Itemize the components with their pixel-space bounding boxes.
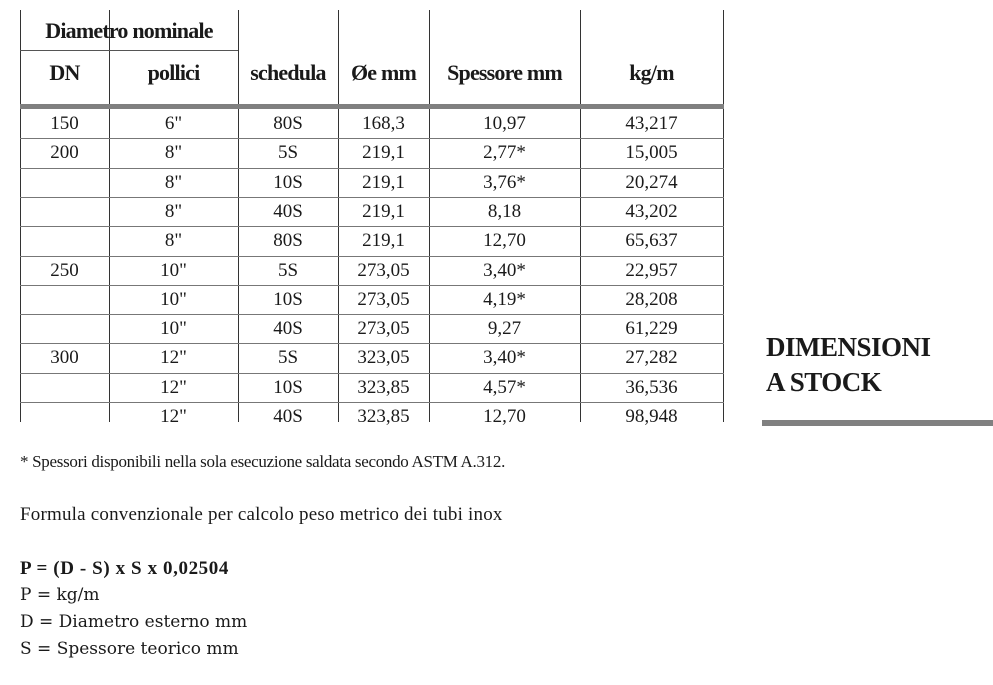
cell-oe-mm: 273,05 bbox=[357, 288, 410, 310]
cell-pollici: 10" bbox=[160, 259, 187, 281]
cell-schedula: 10S bbox=[273, 288, 303, 310]
cell-schedula: 5S bbox=[277, 347, 299, 369]
cell-kg-m: 43,202 bbox=[625, 200, 678, 222]
cell-spessore-mm: 3,40* bbox=[483, 259, 526, 281]
cell-spessore-mm: 10,97 bbox=[483, 113, 526, 134]
cell-spessore-mm: 3,40* bbox=[483, 347, 526, 369]
cell-kg-m: 65,637 bbox=[625, 230, 678, 252]
side-title-underline bbox=[762, 420, 993, 426]
cell-oe-mm: 219,1 bbox=[362, 142, 405, 164]
column-header-spessore-mm: Spessore mm bbox=[447, 60, 562, 85]
cell-spessore-mm: 4,19* bbox=[483, 288, 526, 310]
cell-spessore-mm: 8,18 bbox=[487, 200, 522, 222]
row-separator bbox=[20, 256, 724, 257]
cell-oe-mm: 168,3 bbox=[362, 113, 405, 134]
cell-spessore-mm: 2,77* bbox=[483, 142, 526, 164]
cell-schedula: 5S bbox=[277, 142, 299, 164]
cell-kg-m: 98,948 bbox=[625, 406, 678, 427]
cell-pollici: 6" bbox=[164, 113, 183, 134]
cell-schedula: 10S bbox=[273, 171, 303, 193]
cell-oe-mm: 273,05 bbox=[357, 318, 410, 340]
formula-intro: Formula convenzionale per calcolo peso metrico dei tubi inox bbox=[20, 504, 503, 525]
row-separator bbox=[20, 285, 724, 286]
formula-legend-d: D = Diametro esterno mm bbox=[20, 612, 248, 632]
cell-schedula: 80S bbox=[273, 230, 303, 252]
cell-dn: 250 bbox=[50, 259, 79, 281]
cell-schedula: 40S bbox=[273, 318, 303, 340]
formula-legend-p: P = kg/m bbox=[20, 585, 100, 605]
cell-pollici: 10" bbox=[160, 288, 187, 310]
cell-kg-m: 15,005 bbox=[625, 142, 678, 164]
cell-schedula: 80S bbox=[273, 113, 303, 134]
group-header-diametro-nominale: Diametro nominale bbox=[45, 18, 213, 43]
cell-kg-m: 22,957 bbox=[625, 259, 678, 281]
cell-oe-mm: 219,1 bbox=[362, 230, 405, 252]
cell-oe-mm: 219,1 bbox=[362, 171, 405, 193]
cell-spessore-mm: 3,76* bbox=[483, 171, 526, 193]
cell-pollici: 12" bbox=[160, 347, 187, 369]
column-header-pollici: pollici bbox=[147, 60, 200, 85]
formula-legend-s: S = Spessore teorico mm bbox=[20, 639, 239, 659]
cell-kg-m: 20,274 bbox=[625, 171, 678, 193]
cell-oe-mm: 273,05 bbox=[357, 259, 410, 281]
cell-spessore-mm: 4,57* bbox=[483, 376, 526, 398]
cell-kg-m: 36,536 bbox=[625, 376, 678, 398]
cell-pollici: 8" bbox=[164, 142, 183, 164]
row-separator bbox=[20, 226, 724, 227]
cell-pollici: 8" bbox=[164, 200, 183, 222]
cell-schedula: 5S bbox=[277, 259, 299, 281]
cell-kg-m: 43,217 bbox=[625, 113, 678, 134]
cell-kg-m: 27,282 bbox=[625, 347, 678, 369]
side-title-line2: A STOCK bbox=[766, 367, 882, 397]
cell-kg-m: 28,208 bbox=[625, 288, 678, 310]
row-separator bbox=[20, 343, 724, 344]
cell-pollici: 8" bbox=[164, 230, 183, 252]
side-title bbox=[766, 330, 931, 400]
pipe-dimensions-table bbox=[20, 10, 724, 427]
cell-dn: 200 bbox=[50, 142, 79, 164]
column-header-schedula: schedula bbox=[250, 60, 326, 85]
cell-dn: 150 bbox=[50, 113, 79, 134]
row-separator bbox=[20, 373, 724, 374]
row-separator bbox=[20, 314, 724, 315]
cell-pollici: 12" bbox=[160, 406, 187, 427]
cell-schedula: 40S bbox=[273, 200, 303, 222]
cell-spessore-mm: 12,70 bbox=[483, 406, 526, 427]
cell-oe-mm: 323,85 bbox=[357, 406, 410, 427]
cell-oe-mm: 323,85 bbox=[357, 376, 410, 398]
cell-schedula: 40S bbox=[273, 406, 303, 427]
cell-schedula: 10S bbox=[273, 376, 303, 398]
column-header-dn: DN bbox=[49, 60, 80, 85]
column-header-oe-mm: Øe mm bbox=[350, 60, 417, 85]
cell-kg-m: 61,229 bbox=[625, 318, 678, 340]
row-separator bbox=[20, 197, 724, 198]
cell-spessore-mm: 12,70 bbox=[483, 230, 526, 252]
cell-pollici: 12" bbox=[160, 376, 187, 398]
cell-oe-mm: 323,05 bbox=[357, 347, 410, 369]
row-separator bbox=[20, 138, 724, 139]
footnote: * Spessori disponibili nella sola esecuzione saldata secondo ASTM A.312. bbox=[20, 452, 506, 471]
row-separator bbox=[20, 168, 724, 169]
cell-pollici: 8" bbox=[164, 171, 183, 193]
cell-spessore-mm: 9,27 bbox=[487, 318, 522, 340]
cell-pollici: 10" bbox=[160, 318, 187, 340]
cell-dn: 300 bbox=[50, 347, 79, 369]
header-separator bbox=[20, 104, 724, 109]
row-separator bbox=[20, 402, 724, 403]
side-title-line1: DIMENSIONI bbox=[766, 332, 931, 362]
group-header-rule bbox=[20, 50, 238, 51]
cell-oe-mm: 219,1 bbox=[362, 200, 405, 222]
column-divider bbox=[723, 10, 724, 422]
column-header-kg-m: kg/m bbox=[629, 60, 674, 85]
formula-equation: P = (D - S) x S x 0,02504 bbox=[20, 558, 229, 579]
